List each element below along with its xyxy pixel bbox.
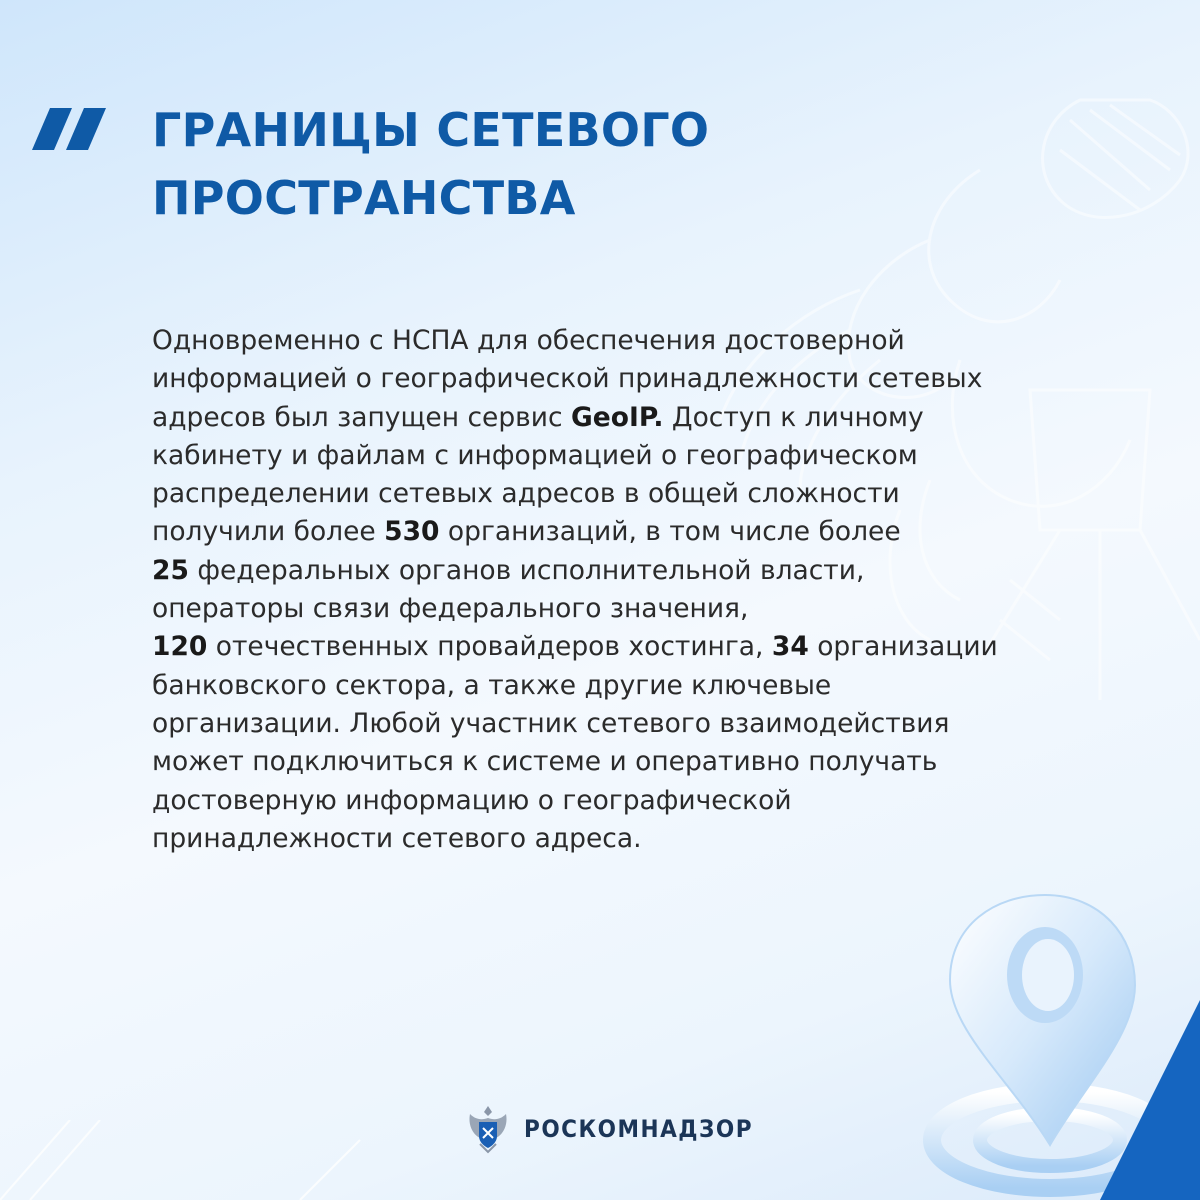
body-text-segment: отечественных провайдеров хостинга, xyxy=(207,631,772,663)
body-highlight: 34 xyxy=(771,631,809,663)
page-title xyxy=(152,96,709,232)
roskomnadzor-emblem-icon xyxy=(466,1104,510,1154)
body-text-segment: организаций, в том числе более xyxy=(439,516,901,548)
body-text-segment: получили более xyxy=(152,516,385,548)
body-highlight: 530 xyxy=(384,516,440,548)
body-line xyxy=(152,437,1152,475)
body-text-segment: операторы связи федерального значения, xyxy=(152,593,749,625)
body-text-segment: организации xyxy=(808,631,998,663)
body-text-segment: распределении сетевых адресов в общей сложности xyxy=(152,478,900,510)
body-text-segment: организации. Любой участник сетевого взаимодействия xyxy=(152,707,950,739)
body-line xyxy=(152,705,1152,743)
body-line xyxy=(152,552,1152,590)
body-highlight: GeoIP. xyxy=(571,401,664,433)
body-line xyxy=(152,475,1152,513)
body-line xyxy=(152,628,1152,666)
body-line xyxy=(152,399,1152,437)
body-text-segment: федеральных органов исполнительной власти, xyxy=(188,554,865,586)
body-text-segment: Одновременно с НСПА для обеспечения достоверной xyxy=(152,325,905,356)
body-text-segment: может подключиться к системе и оперативно получать xyxy=(152,746,938,778)
body-highlight: 25 xyxy=(152,554,189,586)
body-text-segment: Доступ к личному xyxy=(663,401,924,433)
body-line xyxy=(152,782,1152,820)
body-line xyxy=(152,513,1152,551)
body-text-segment: адресов был запущен сервис xyxy=(152,401,572,433)
body-line xyxy=(152,590,1152,628)
body-line xyxy=(152,743,1152,781)
corner-decoration xyxy=(1080,1000,1200,1200)
title-line-2: ПРОСТРАНСТВА xyxy=(152,171,576,225)
body-highlight: 120 xyxy=(152,631,208,663)
body-text-segment: информацией о географической принадлежности сетевых xyxy=(152,363,983,395)
bottom-line-decoration xyxy=(0,1120,400,1200)
body-text-segment: банковского сектора, а также другие ключевые xyxy=(152,669,832,701)
title-line-1: ГРАНИЦЫ СЕТЕВОГО xyxy=(152,103,710,157)
body-line xyxy=(152,322,1152,360)
body-paragraph xyxy=(152,322,1152,858)
footer-logo xyxy=(466,1104,753,1154)
body-text-segment: достоверную информацию о географической xyxy=(152,784,792,816)
body-line xyxy=(152,360,1152,398)
body-text-segment: кабинету и файлам с информацией о географическом xyxy=(152,439,918,471)
double-slash-icon xyxy=(32,108,112,150)
body-line xyxy=(152,667,1152,705)
body-text-segment: принадлежности сетевого адреса. xyxy=(152,822,642,854)
body-line xyxy=(152,820,1152,858)
logo-text: РОСКОМНАДЗОР xyxy=(524,1115,754,1143)
